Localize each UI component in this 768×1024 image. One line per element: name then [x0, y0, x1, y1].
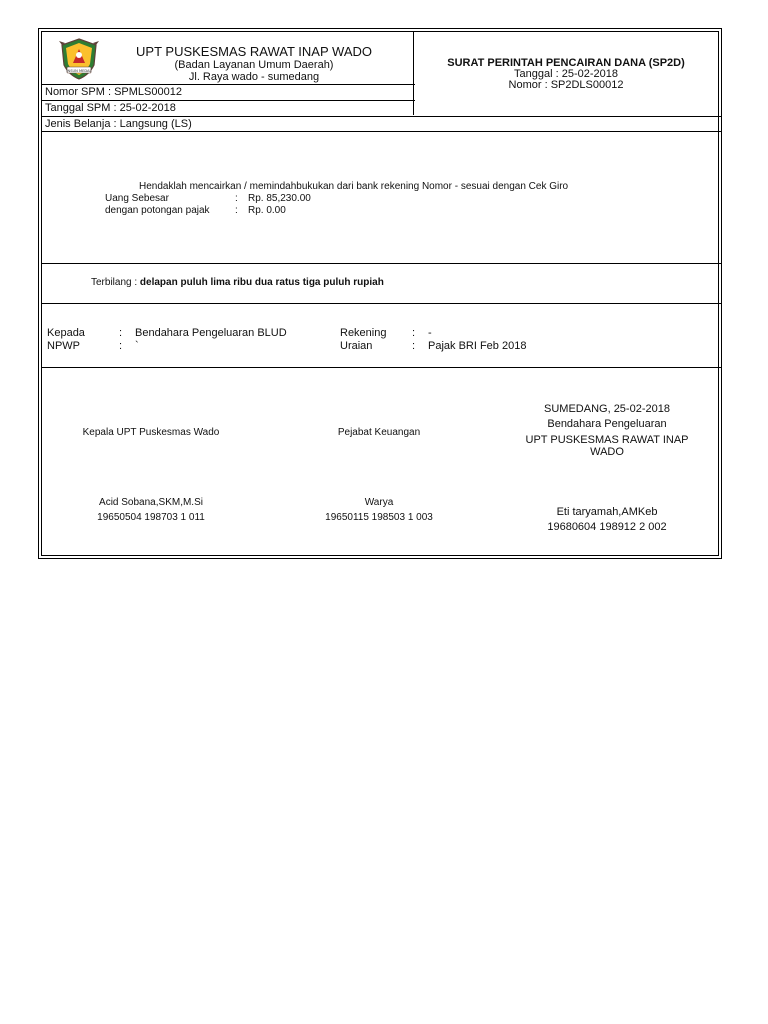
- kepada-sep: :: [119, 327, 123, 339]
- sign-col3-org-line2: WADO: [590, 446, 624, 458]
- document-title: SURAT PERINTAH PENCAIRAN DANA (SP2D): [447, 57, 685, 69]
- jenis-belanja: Jenis Belanja : Langsung (LS): [45, 118, 192, 130]
- uraian-sep: :: [412, 340, 416, 352]
- svg-text:INSUN MEDAL: INSUN MEDAL: [66, 68, 92, 73]
- npwp-sep: :: [119, 340, 123, 352]
- uraian-value: Pajak BRI Feb 2018: [428, 340, 527, 352]
- header-divider: [413, 31, 414, 115]
- document-date: Tanggal : 25-02-2018: [514, 68, 618, 80]
- sign-col2-nip: 19650115 198503 1 003: [325, 512, 433, 523]
- sign-col3-org-line1: UPT PUSKESMAS RAWAT INAP: [525, 434, 689, 446]
- section-divider: [41, 303, 721, 304]
- row-divider: [41, 131, 721, 132]
- sign-col1-nip: 19650504 198703 1 011: [97, 512, 205, 523]
- uraian-label: Uraian: [340, 340, 373, 352]
- uang-sep: :: [235, 193, 238, 204]
- uang-value: Rp. 85,230.00: [248, 193, 311, 204]
- section-divider: [41, 263, 721, 264]
- potongan-value: Rp. 0.00: [248, 205, 286, 216]
- sp2d-document: [38, 28, 722, 559]
- row-divider: [41, 100, 415, 101]
- npwp-value: `: [135, 340, 139, 352]
- org-name: UPT PUSKESMAS RAWAT INAP WADO: [136, 44, 372, 59]
- sign-col3-nip: 19680604 198912 2 002: [547, 521, 667, 533]
- potongan-sep: :: [235, 205, 238, 216]
- terbilang-value: delapan puluh lima ribu dua ratus tiga puluh rupiah: [139, 277, 384, 288]
- sign-col3-name: Eti taryamah,AMKeb: [556, 506, 658, 518]
- terbilang-row: [91, 277, 384, 288]
- document-number: Nomor : SP2DLS00012: [508, 79, 624, 91]
- sign-col2-title: Pejabat Keuangan: [337, 427, 421, 438]
- org-address: Jl. Raya wado - sumedang: [188, 71, 320, 83]
- tanggal-spm: Tanggal SPM : 25-02-2018: [45, 102, 176, 114]
- sign-col3-title: Bendahara Pengeluaran: [547, 418, 667, 430]
- rekening-value: -: [428, 327, 432, 339]
- uang-label: Uang Sebesar: [105, 193, 169, 204]
- sign-place-date: SUMEDANG, 25-02-2018: [544, 403, 670, 415]
- row-divider: [41, 116, 721, 117]
- row-divider: [41, 84, 415, 85]
- kepada-value: Bendahara Pengeluaran BLUD: [135, 327, 287, 339]
- nomor-spm: Nomor SPM : SPMLS00012: [45, 86, 182, 98]
- section-divider: [41, 367, 721, 368]
- regency-crest-icon: [59, 37, 99, 81]
- sign-col1-name: Acid Sobana,SKM,M.Si: [99, 497, 203, 508]
- rekening-sep: :: [412, 327, 416, 339]
- sign-col1-title: Kepala UPT Puskesmas Wado: [82, 427, 220, 438]
- kepada-label: Kepada: [47, 327, 85, 339]
- npwp-label: NPWP: [47, 340, 80, 352]
- org-subtitle: (Badan Layanan Umum Daerah): [174, 59, 334, 71]
- rekening-label: Rekening: [340, 327, 387, 339]
- potongan-label: dengan potongan pajak: [105, 205, 210, 216]
- sign-col2-name: Warya: [364, 497, 394, 508]
- terbilang-label: Terbilang :: [91, 277, 138, 288]
- payment-instruction: Hendaklah mencairkan / memindahbukukan dari bank rekening Nomor - sesuai dengan Cek Giro: [139, 181, 569, 192]
